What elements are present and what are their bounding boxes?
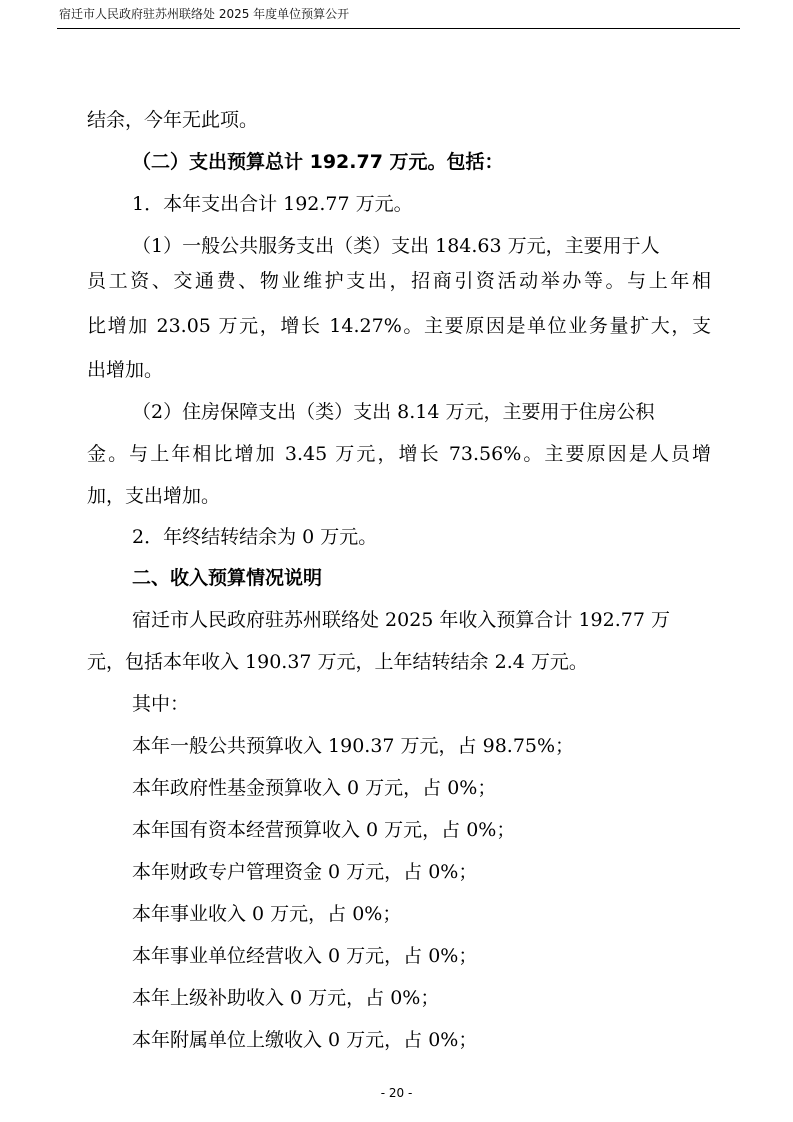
paragraph-line: 加，支出增加。 (87, 485, 221, 507)
section-heading-income: 二、收入预算情况说明 (132, 567, 323, 589)
page-header-title: 宿迁市人民政府驻苏州联络处 2025 年度单位预算公开 (59, 7, 350, 21)
paragraph-line: 其中： (132, 693, 190, 715)
paragraph-line: （2）住房保障支出（类）支出 8.14 万元，主要用于住房公积 (132, 401, 655, 423)
list-item: 本年国有资本经营预算收入 0 万元，占 0%； (132, 819, 516, 841)
list-item: 本年事业单位经营收入 0 万元，占 0%； (132, 945, 478, 967)
paragraph-line: 元，包括本年收入 190.37 万元，上年结转结余 2.4 万元。 (87, 651, 588, 673)
paragraph-line: （1）一般公共服务支出（类）支出 184.63 万元，主要用于人 (132, 235, 660, 257)
list-item: 本年一般公共预算收入 190.37 万元，占 98.75%； (132, 735, 575, 757)
paragraph-line: 1．本年支出合计 192.77 万元。 (132, 193, 413, 215)
list-item: 本年上级补助收入 0 万元，占 0%； (132, 987, 440, 1009)
list-item: 本年财政专户管理资金 0 万元，占 0%； (132, 861, 478, 883)
paragraph-line: 员工资、交通费、物业维护支出，招商引资活动举办等。与上年相 (87, 270, 711, 292)
section-heading-expenditure: （二）支出预算总计 192.77 万元。包括： (132, 151, 504, 173)
paragraph-line: 2．年终结转结余为 0 万元。 (132, 526, 378, 548)
list-item: 本年事业收入 0 万元，占 0%； (132, 903, 402, 925)
paragraph-line: 出增加。 (87, 359, 164, 381)
paragraph-line: 宿迁市人民政府驻苏州联络处 2025 年收入预算合计 192.77 万 (132, 609, 670, 631)
list-item: 本年政府性基金预算收入 0 万元，占 0%； (132, 777, 497, 799)
paragraph-line: 比增加 23.05 万元，增长 14.27%。主要原因是单位业务量扩大，支 (87, 315, 711, 337)
page-number: - 20 - (380, 1086, 413, 1100)
header-divider (57, 28, 740, 29)
list-item: 本年附属单位上缴收入 0 万元，占 0%； (132, 1029, 478, 1051)
paragraph-line: 金。与上年相比增加 3.45 万元，增长 73.56%。主要原因是人员增 (87, 443, 711, 465)
paragraph-line: 结余，今年无此项。 (87, 109, 259, 131)
